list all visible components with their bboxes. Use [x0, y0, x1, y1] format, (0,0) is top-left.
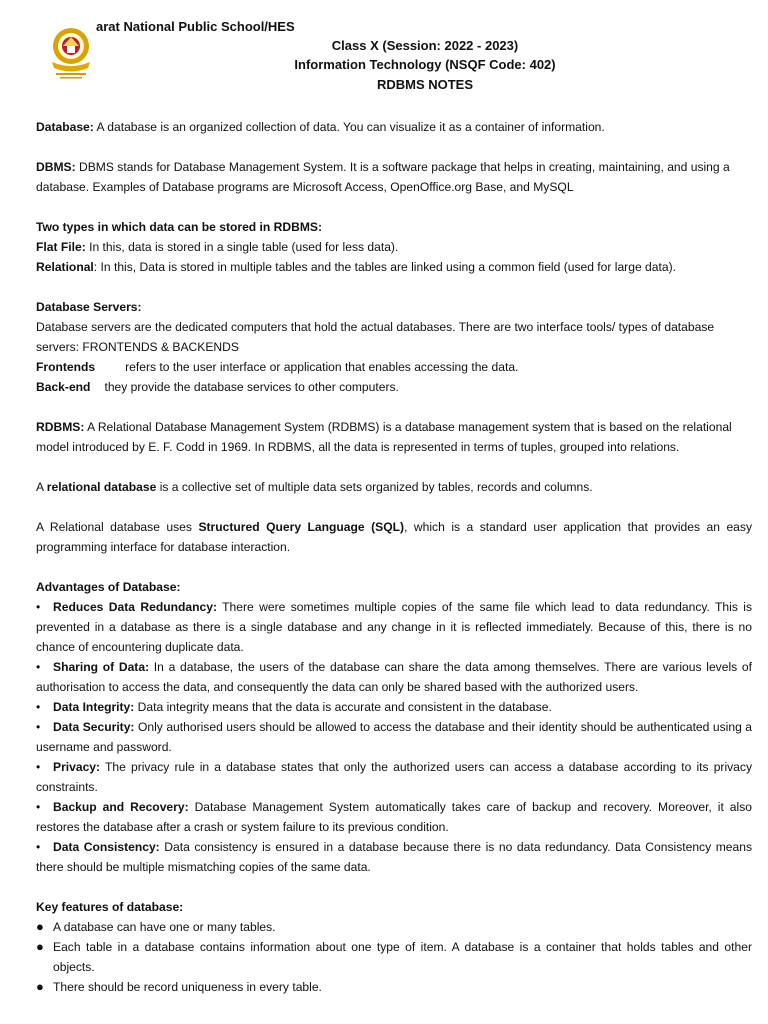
- subject-line: Information Technology (NSQF Code: 402): [294, 57, 556, 72]
- bullet-icon: ●: [36, 979, 44, 994]
- servers-text: Database servers are the dedicated computers that hold the actual databases. There are two interface tools/ types of database servers: FRONTENDS & BACKENDS: [36, 320, 715, 354]
- sql-definition: A Relational database uses Structured Query Language (SQL), which is a standard user application that provides an easy programming interface for database interaction.: [36, 520, 752, 554]
- key-feature-item: ● Each table in a database contains information about one type of item. A database is a container that holds tables and other objects.: [36, 939, 752, 974]
- class-line: Class X (Session: 2022 - 2023): [331, 38, 519, 53]
- key-feature-item: ● A database can have one or many tables.: [36, 917, 752, 937]
- bullet-icon: •: [36, 700, 41, 714]
- key-features-heading: Key features of database:: [36, 900, 184, 914]
- flat-file-line: Flat File: In this, data is stored in a single table (used for less data).: [36, 240, 399, 254]
- notes-title: RDBMS NOTES: [376, 77, 474, 92]
- advantage-item: • Privacy: The privacy rule in a database states that only the authorized users can access a database according to its privacy constraints.: [36, 757, 752, 797]
- bullet-icon: •: [36, 660, 41, 674]
- school-logo-icon: [46, 24, 96, 82]
- advantage-item: • Data Security: Only authorised users should be allowed to access the database and their identity should be authenticated using a username and password.: [36, 717, 752, 757]
- rdbms-definition: RDBMS: A Relational Database Management System (RDBMS) is a database management system that is based on the relational model introduced by E. F. Codd in 1969. In RDBMS, all the data is represented in terms of tuples, grouped into relations.: [36, 420, 732, 454]
- advantage-item: • Backup and Recovery: Database Management System automatically takes care of backup and recovery. Moreover, it also restores the database after a crash or system failure to its previous condition.: [36, 797, 752, 837]
- frontends-line: Frontends refers to the user interface or application that enables accessing the data.: [36, 360, 519, 374]
- advantage-item: • Reduces Data Redundancy: There were sometimes multiple copies of the same file which lead to data redundancy. This is prevented in a database as there is a single database and any change in it is reflected immediately. Because of this, there is no chance of encountering duplicate data.: [36, 597, 752, 657]
- bullet-icon: •: [36, 840, 41, 854]
- bullet-icon: •: [36, 800, 41, 814]
- relational-line: Relational: In this, Data is stored in multiple tables and the tables are linked using a common field (used for large data).: [36, 260, 676, 274]
- school-name: arat National Public School/HES: [96, 19, 295, 34]
- bullet-icon: ●: [36, 919, 44, 934]
- advantage-item: • Data Consistency: Data consistency is ensured in a database because there is no data redundancy. Data Consistency means there should be multiple mismatching copies of the same data.: [36, 837, 752, 877]
- bullet-icon: •: [36, 600, 41, 614]
- bullet-icon: ●: [36, 939, 44, 954]
- advantages-heading: Advantages of Database:: [36, 580, 181, 594]
- dbms-definition: DBMS: DBMS stands for Database Management System. It is a software package that helps in creating, maintaining, and using a database. Examples of Database programs are Microsoft Access, OpenOffice.org Base, and MySQL: [36, 160, 730, 194]
- database-definition: Database: A database is an organized collection of data. You can visualize it as a container of information.: [36, 120, 605, 134]
- bullet-icon: •: [36, 720, 41, 734]
- notes-body: [36, 117, 752, 997]
- advantage-item: • Sharing of Data: In a database, the users of the database can share the data among themselves. There are various levels of authorisation to access the data, and consequently the data can only be shared based with the authorized users.: [36, 657, 752, 697]
- servers-heading: Database Servers:: [36, 300, 142, 314]
- bullet-icon: •: [36, 760, 41, 774]
- storage-types-heading: Two types in which data can be stored in RDBMS:: [36, 220, 323, 234]
- backend-line: Back-end they provide the database services to other computers.: [36, 380, 399, 394]
- advantage-item: • Data Integrity: Data integrity means that the data is accurate and consistent in the database.: [36, 697, 752, 717]
- key-feature-item: ● There should be record uniqueness in every table.: [36, 977, 752, 997]
- relational-database-definition: A relational database is a collective set of multiple data sets organized by tables, records and columns.: [36, 480, 593, 494]
